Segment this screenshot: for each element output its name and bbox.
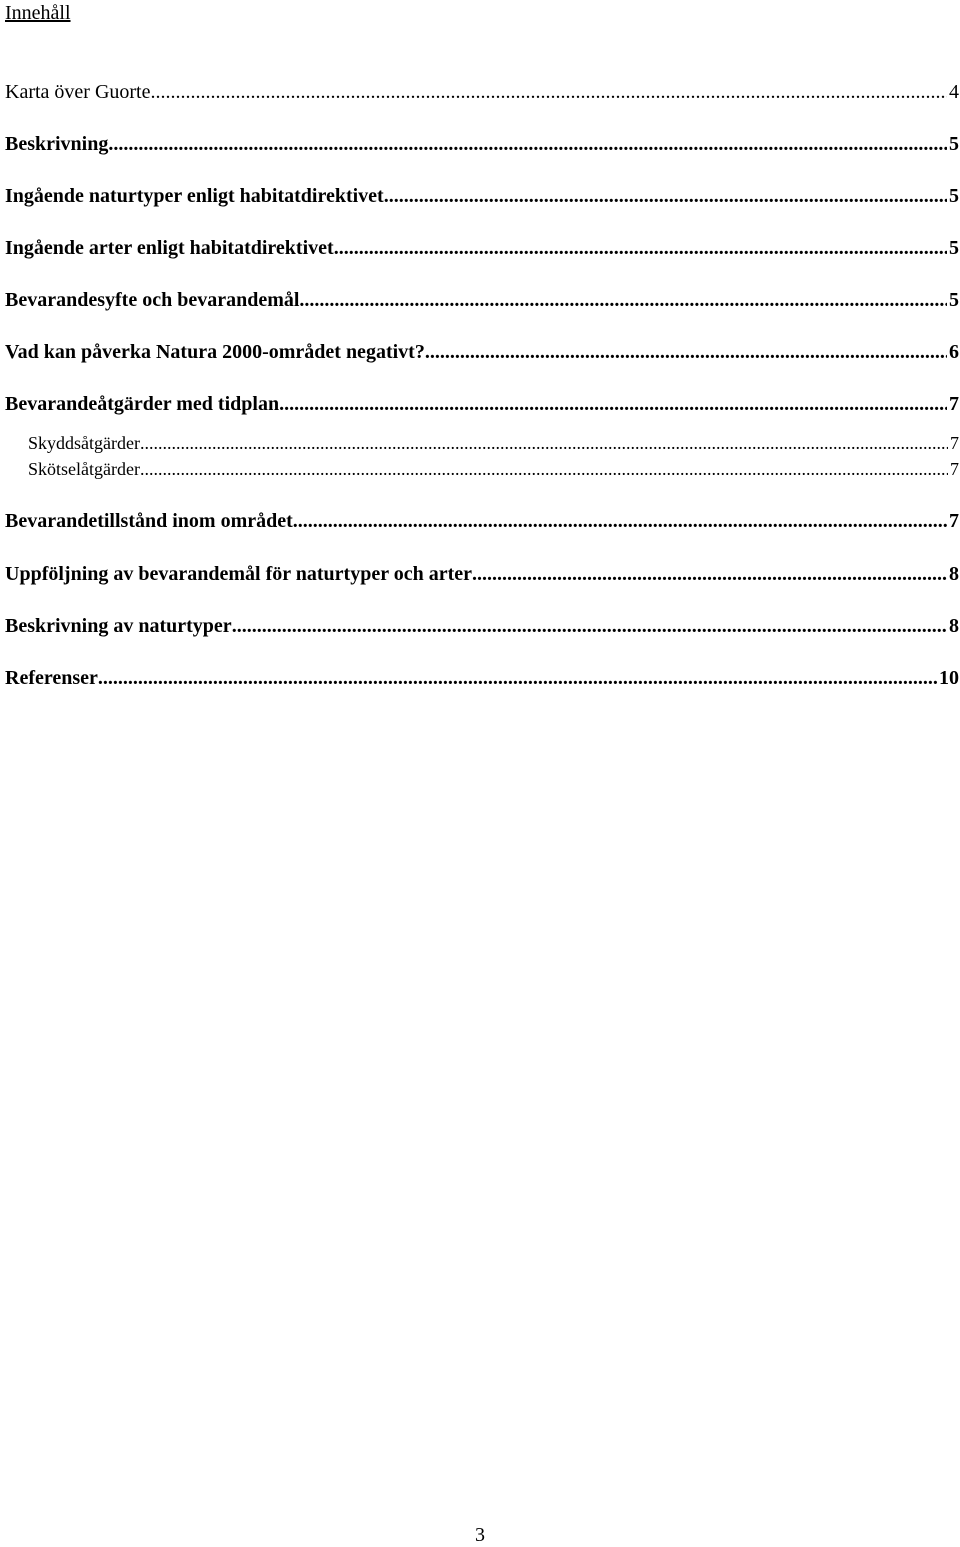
toc-entry-page: 7 — [949, 510, 959, 532]
toc-entry-page: 5 — [949, 289, 959, 311]
toc-entry-page: 10 — [939, 667, 959, 689]
toc-leader-dots — [472, 562, 947, 586]
toc-entry-page: 7 — [950, 433, 959, 453]
toc-entry-label: Uppföljning av bevarandemål för naturtyper och arter — [5, 563, 473, 585]
toc-leader-dots — [140, 432, 948, 454]
toc-entry-page: 5 — [949, 133, 959, 155]
toc-leader-dots — [425, 340, 947, 364]
toc-subentry[interactable] — [28, 458, 959, 480]
toc-leader-dots — [98, 666, 937, 690]
toc-heading[interactable]: Innehåll — [5, 2, 71, 24]
toc-entry-label: Beskrivning av naturtyper — [5, 615, 232, 637]
toc-leader-dots — [151, 80, 948, 104]
toc-entry[interactable] — [5, 340, 959, 364]
toc-entry-page: 8 — [949, 563, 959, 585]
toc-entry[interactable] — [5, 392, 959, 416]
toc-leader-dots — [279, 392, 947, 416]
toc-entry-label: Skötselåtgärder — [28, 459, 140, 479]
toc-leader-dots — [293, 509, 947, 533]
toc-entry[interactable] — [5, 184, 959, 208]
toc-entry[interactable] — [5, 562, 959, 586]
toc-entry-page: 5 — [949, 237, 959, 259]
toc-entry-page: 7 — [949, 393, 959, 415]
toc-entry-label: Referenser — [5, 667, 98, 689]
toc-leader-dots — [232, 614, 947, 638]
toc-entry-page: 6 — [949, 341, 959, 363]
toc-entry-label: Ingående naturtyper enligt habitatdirektivet — [5, 185, 384, 207]
toc-entry-page: 8 — [949, 615, 959, 637]
toc-entry-label: Ingående arter enligt habitatdirektivet — [5, 237, 334, 259]
toc-leader-dots — [299, 288, 947, 312]
toc-entry[interactable] — [5, 288, 959, 312]
toc-entry[interactable] — [5, 80, 959, 104]
toc-entry-label: Skyddsåtgärder — [28, 433, 140, 453]
toc-leader-dots — [384, 184, 947, 208]
toc-entry[interactable] — [5, 236, 959, 260]
toc-entry-label: Bevarandetillstånd inom området — [5, 510, 293, 532]
toc-entry-label: Karta över Guorte — [5, 81, 151, 103]
toc-entry-page: 5 — [949, 185, 959, 207]
toc-leader-dots — [108, 132, 947, 156]
toc-entry-page: 7 — [950, 459, 959, 479]
toc-leader-dots — [334, 236, 947, 260]
toc-entry[interactable] — [5, 666, 959, 690]
toc-entry-label: Vad kan påverka Natura 2000-området negativt? — [5, 341, 425, 363]
toc-entry-label: Bevarandeåtgärder med tidplan — [5, 393, 280, 415]
toc-entry[interactable] — [5, 614, 959, 638]
toc-entry-label: Beskrivning — [5, 133, 109, 155]
toc-entry[interactable] — [5, 132, 959, 156]
page-number: 3 — [475, 1524, 485, 1546]
toc-entry-page: 4 — [949, 81, 959, 103]
toc-subentry[interactable] — [28, 432, 959, 454]
toc-entry-label: Bevarandesyfte och bevarandemål — [5, 289, 300, 311]
toc-leader-dots — [140, 458, 948, 480]
toc-entry[interactable] — [5, 509, 959, 533]
